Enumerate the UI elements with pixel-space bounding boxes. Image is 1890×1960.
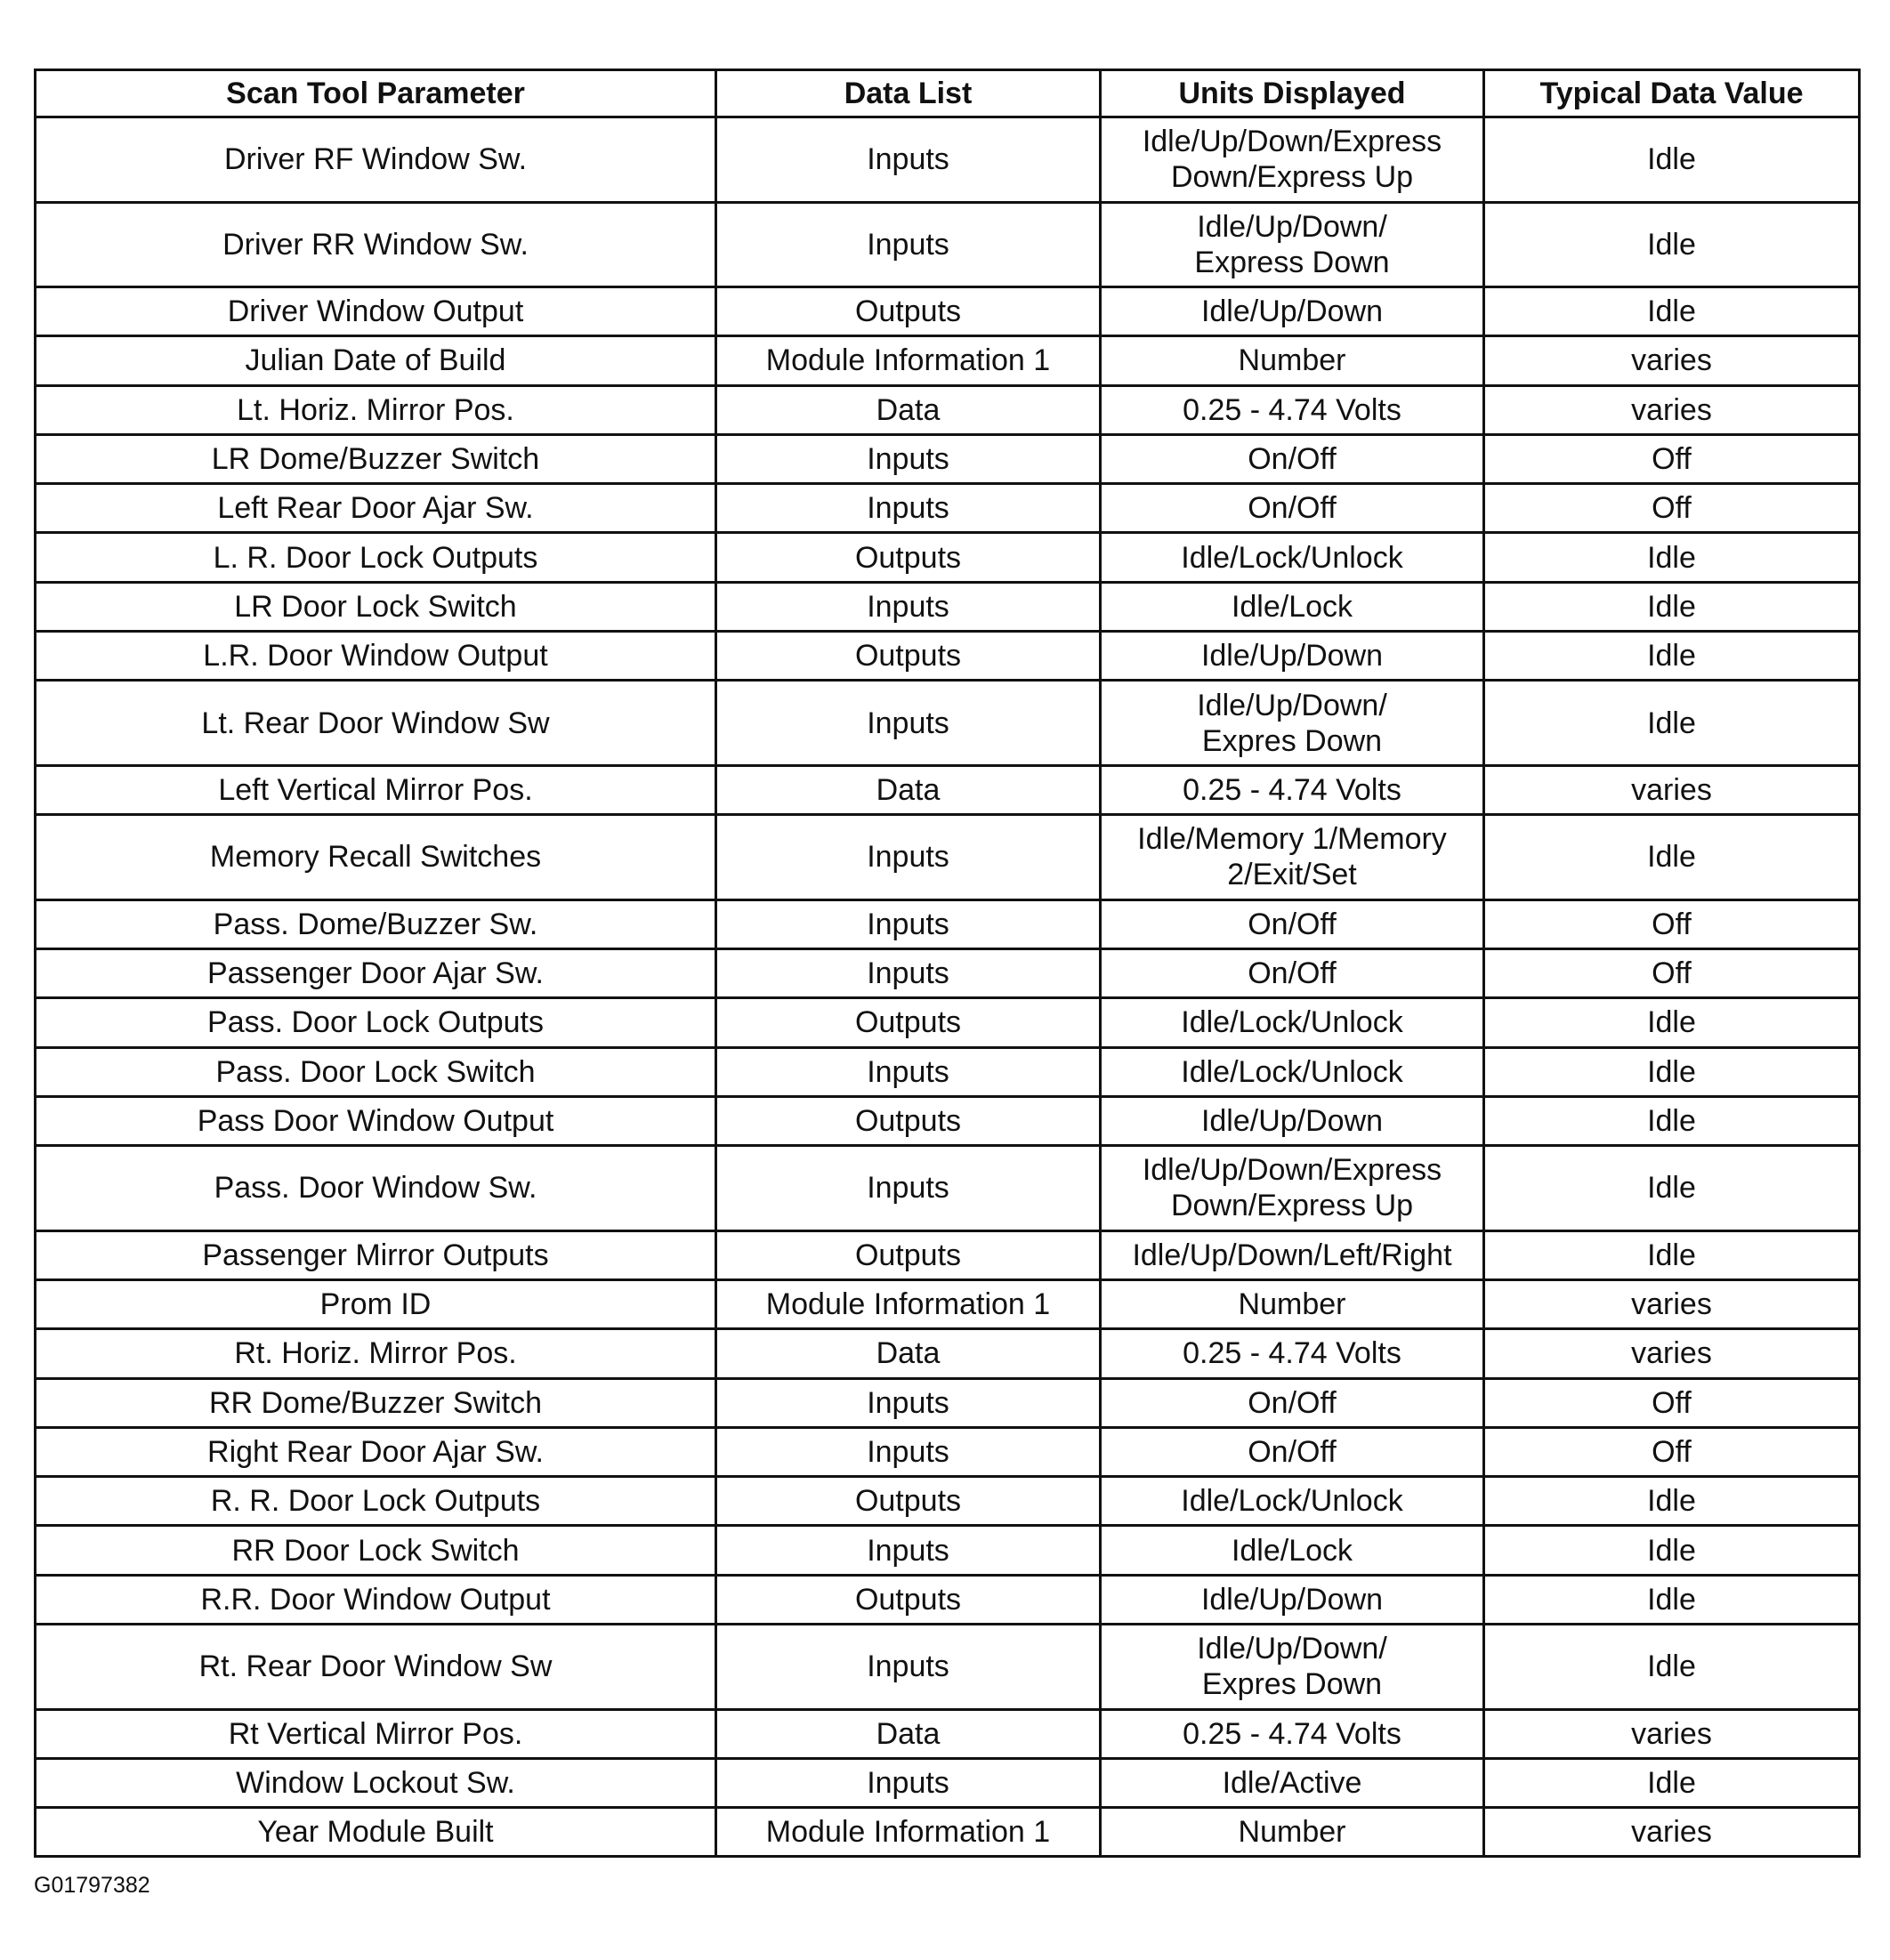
cell-units — [1101, 765, 1484, 814]
cell-units — [1101, 1427, 1484, 1476]
table-header — [36, 70, 1860, 117]
table-row — [36, 1427, 1860, 1476]
cell-typical-value: Idle — [1484, 533, 1860, 582]
cell-typical-value: varies — [1484, 1709, 1860, 1758]
table-row — [36, 815, 1860, 900]
cell-data-list: Data — [716, 1709, 1101, 1758]
table-body — [36, 117, 1860, 1857]
cell-typical-value: Idle — [1484, 632, 1860, 681]
cell-data-list: Data — [716, 385, 1101, 434]
cell-data-list: Inputs — [716, 202, 1101, 287]
cell-units — [1101, 899, 1484, 948]
units-line: Expres Down — [1201, 1667, 1383, 1702]
table-row — [36, 202, 1860, 287]
units-line: On/Off — [1248, 956, 1337, 991]
cell-units — [1101, 1526, 1484, 1575]
units-line: Idle/Up/Down/ — [1197, 209, 1387, 244]
cell-typical-value: Idle — [1484, 681, 1860, 766]
cell-parameter: L.R. Door Window Output — [36, 632, 716, 681]
cell-data-list: Inputs — [716, 1427, 1101, 1476]
cell-units — [1101, 1758, 1484, 1807]
table-row — [36, 484, 1860, 533]
header-typical-data-value: Typical Data Value — [1484, 70, 1860, 117]
cell-parameter: RR Dome/Buzzer Switch — [36, 1378, 716, 1427]
cell-data-list: Outputs — [716, 632, 1101, 681]
cell-data-list: Inputs — [716, 1146, 1101, 1231]
table-row — [36, 1096, 1860, 1145]
cell-parameter: Julian Date of Build — [36, 336, 716, 385]
units-line: Idle/Up/Down — [1200, 294, 1384, 329]
units-line: Number — [1238, 1815, 1346, 1850]
cell-units — [1101, 533, 1484, 582]
cell-data-list: Inputs — [716, 815, 1101, 900]
cell-units — [1101, 948, 1484, 997]
cell-units — [1101, 484, 1484, 533]
header-units-displayed: Units Displayed — [1101, 70, 1484, 117]
cell-typical-value: varies — [1484, 385, 1860, 434]
cell-typical-value: varies — [1484, 336, 1860, 385]
cell-units — [1101, 434, 1484, 483]
cell-parameter: Memory Recall Switches — [36, 815, 716, 900]
cell-units — [1101, 1096, 1484, 1145]
cell-typical-value: Idle — [1484, 1047, 1860, 1096]
units-line: On/Off — [1248, 907, 1337, 941]
cell-typical-value: Idle — [1484, 117, 1860, 203]
units-line: Idle/Lock/Unlock — [1181, 540, 1403, 575]
cell-typical-value: Idle — [1484, 287, 1860, 336]
cell-data-list: Inputs — [716, 1625, 1101, 1710]
cell-data-list: Module Information 1 — [716, 1808, 1101, 1857]
cell-typical-value: Idle — [1484, 815, 1860, 900]
cell-typical-value: Idle — [1484, 1526, 1860, 1575]
cell-data-list: Inputs — [716, 434, 1101, 483]
cell-parameter: Year Module Built — [36, 1808, 716, 1857]
cell-units — [1101, 681, 1484, 766]
cell-typical-value: varies — [1484, 1329, 1860, 1378]
header-scan-tool-parameter: Scan Tool Parameter — [36, 70, 716, 117]
table-row — [36, 385, 1860, 434]
cell-data-list: Inputs — [716, 681, 1101, 766]
cell-data-list: Outputs — [716, 1575, 1101, 1624]
cell-typical-value: Off — [1484, 1378, 1860, 1427]
cell-typical-value: Idle — [1484, 202, 1860, 287]
table-row — [36, 582, 1860, 631]
units-line: On/Off — [1248, 1385, 1337, 1420]
cell-data-list: Inputs — [716, 582, 1101, 631]
cell-parameter: Lt. Horiz. Mirror Pos. — [36, 385, 716, 434]
cell-parameter: L. R. Door Lock Outputs — [36, 533, 716, 582]
units-line: Idle/Up/Down — [1200, 1104, 1384, 1138]
header-row — [36, 70, 1860, 117]
table-row — [36, 998, 1860, 1047]
units-line: Express Down — [1194, 245, 1390, 279]
cell-units — [1101, 1625, 1484, 1710]
table-row — [36, 1230, 1860, 1279]
cell-typical-value: varies — [1484, 1279, 1860, 1328]
table-row — [36, 1526, 1860, 1575]
cell-parameter: Driver RR Window Sw. — [36, 202, 716, 287]
cell-parameter: Pass. Door Lock Outputs — [36, 998, 716, 1047]
cell-parameter: Pass. Door Lock Switch — [36, 1047, 716, 1096]
cell-typical-value: Idle — [1484, 1758, 1860, 1807]
units-line: Idle/Lock/Unlock — [1181, 1005, 1403, 1040]
cell-typical-value: Idle — [1484, 1625, 1860, 1710]
cell-units — [1101, 632, 1484, 681]
units-line: 0.25 - 4.74 Volts — [1183, 773, 1401, 808]
table-row — [36, 533, 1860, 582]
units-line: 0.25 - 4.74 Volts — [1183, 392, 1401, 427]
units-line: Expres Down — [1201, 723, 1383, 758]
cell-data-list: Inputs — [716, 1526, 1101, 1575]
units-line: 0.25 - 4.74 Volts — [1183, 1336, 1401, 1371]
cell-data-list: Outputs — [716, 287, 1101, 336]
units-line: Down/Express Up — [1170, 1189, 1414, 1223]
cell-parameter: Rt. Horiz. Mirror Pos. — [36, 1329, 716, 1378]
cell-units — [1101, 385, 1484, 434]
cell-typical-value: Idle — [1484, 1477, 1860, 1526]
table-row — [36, 1329, 1860, 1378]
cell-parameter: Pass Door Window Output — [36, 1096, 716, 1145]
units-line: Idle/Lock/Unlock — [1181, 1054, 1403, 1089]
units-line: 0.25 - 4.74 Volts — [1183, 1716, 1401, 1751]
units-line: Idle/Up/Down/Express — [1142, 125, 1442, 159]
table-row — [36, 287, 1860, 336]
cell-data-list: Module Information 1 — [716, 1279, 1101, 1328]
table-row — [36, 434, 1860, 483]
cell-data-list: Data — [716, 765, 1101, 814]
cell-typical-value: Off — [1484, 948, 1860, 997]
cell-parameter: Pass. Door Window Sw. — [36, 1146, 716, 1231]
cell-units — [1101, 1230, 1484, 1279]
cell-data-list: Outputs — [716, 1230, 1101, 1279]
cell-parameter: Driver Window Output — [36, 287, 716, 336]
cell-units — [1101, 1477, 1484, 1526]
units-line: On/Off — [1248, 1434, 1337, 1469]
table-row — [36, 336, 1860, 385]
cell-units — [1101, 1575, 1484, 1624]
cell-parameter: LR Door Lock Switch — [36, 582, 716, 631]
table-row — [36, 899, 1860, 948]
table-row — [36, 632, 1860, 681]
cell-parameter: R.R. Door Window Output — [36, 1575, 716, 1624]
cell-parameter: Rt. Rear Door Window Sw — [36, 1625, 716, 1710]
cell-data-list: Inputs — [716, 1047, 1101, 1096]
cell-units — [1101, 1279, 1484, 1328]
table-row — [36, 1575, 1860, 1624]
table-row — [36, 1808, 1860, 1857]
cell-data-list: Inputs — [716, 484, 1101, 533]
cell-data-list: Inputs — [716, 1378, 1101, 1427]
units-line: On/Off — [1248, 442, 1337, 477]
cell-typical-value: Idle — [1484, 1096, 1860, 1145]
cell-parameter: Rt Vertical Mirror Pos. — [36, 1709, 716, 1758]
units-line: Idle/Up/Down — [1200, 1582, 1384, 1617]
cell-typical-value: Off — [1484, 899, 1860, 948]
units-line: Idle/Up/Down/ — [1197, 688, 1387, 722]
cell-parameter: RR Door Lock Switch — [36, 1526, 716, 1575]
cell-parameter: Window Lockout Sw. — [36, 1758, 716, 1807]
units-line: Idle/Up/Down/ — [1197, 1632, 1387, 1666]
cell-typical-value: Idle — [1484, 1146, 1860, 1231]
table-row — [36, 1047, 1860, 1096]
cell-typical-value: Idle — [1484, 582, 1860, 631]
units-line: Number — [1238, 343, 1346, 378]
cell-data-list: Module Information 1 — [716, 336, 1101, 385]
table-row — [36, 681, 1860, 766]
cell-parameter: Passenger Door Ajar Sw. — [36, 948, 716, 997]
cell-units — [1101, 1329, 1484, 1378]
table-row — [36, 1625, 1860, 1710]
scan-tool-data-table — [34, 69, 1861, 1858]
cell-parameter: Pass. Dome/Buzzer Sw. — [36, 899, 716, 948]
cell-data-list: Outputs — [716, 998, 1101, 1047]
cell-units — [1101, 202, 1484, 287]
units-line: 2/Exit/Set — [1227, 858, 1357, 892]
table-row — [36, 948, 1860, 997]
cell-data-list: Inputs — [716, 117, 1101, 203]
units-line: Down/Express Up — [1170, 160, 1414, 195]
units-line: Idle/Memory 1/Memory — [1137, 822, 1447, 857]
cell-units — [1101, 336, 1484, 385]
cell-data-list: Outputs — [716, 1477, 1101, 1526]
table-row — [36, 1378, 1860, 1427]
cell-data-list: Data — [716, 1329, 1101, 1378]
cell-data-list: Outputs — [716, 1096, 1101, 1145]
cell-typical-value: Off — [1484, 1427, 1860, 1476]
cell-typical-value: varies — [1484, 765, 1860, 814]
cell-units — [1101, 1146, 1484, 1231]
cell-units — [1101, 1378, 1484, 1427]
cell-units — [1101, 815, 1484, 900]
cell-units — [1101, 1047, 1484, 1096]
cell-data-list: Inputs — [716, 899, 1101, 948]
table-row — [36, 1146, 1860, 1231]
table-row — [36, 117, 1860, 203]
cell-typical-value: varies — [1484, 1808, 1860, 1857]
table-row — [36, 1709, 1860, 1758]
cell-parameter: Left Vertical Mirror Pos. — [36, 765, 716, 814]
cell-units — [1101, 582, 1484, 631]
table-row — [36, 765, 1860, 814]
cell-units — [1101, 117, 1484, 203]
units-line: Idle/Up/Down — [1200, 639, 1384, 673]
units-line: Number — [1238, 1287, 1346, 1322]
cell-parameter: Passenger Mirror Outputs — [36, 1230, 716, 1279]
units-line: On/Off — [1248, 491, 1337, 526]
cell-typical-value: Off — [1484, 434, 1860, 483]
cell-parameter: Driver RF Window Sw. — [36, 117, 716, 203]
table-row — [36, 1279, 1860, 1328]
cell-parameter: Left Rear Door Ajar Sw. — [36, 484, 716, 533]
cell-units — [1101, 287, 1484, 336]
cell-typical-value: Idle — [1484, 1230, 1860, 1279]
units-line: Idle/Up/Down/Left/Right — [1132, 1238, 1452, 1272]
cell-data-list: Outputs — [716, 533, 1101, 582]
cell-parameter: Lt. Rear Door Window Sw — [36, 681, 716, 766]
units-line: Idle/Lock/Unlock — [1181, 1484, 1403, 1519]
cell-units — [1101, 998, 1484, 1047]
table-row — [36, 1477, 1860, 1526]
figure-id: G01797382 — [34, 1873, 150, 1898]
header-data-list: Data List — [716, 70, 1101, 117]
cell-typical-value: Idle — [1484, 1575, 1860, 1624]
cell-typical-value: Off — [1484, 484, 1860, 533]
table-row — [36, 1758, 1860, 1807]
cell-parameter: Right Rear Door Ajar Sw. — [36, 1427, 716, 1476]
units-line: Idle/Up/Down/Express — [1142, 1153, 1442, 1188]
cell-units — [1101, 1808, 1484, 1857]
cell-typical-value: Idle — [1484, 998, 1860, 1047]
units-line: Idle/Active — [1222, 1765, 1362, 1800]
cell-parameter: R. R. Door Lock Outputs — [36, 1477, 716, 1526]
units-line: Idle/Lock — [1231, 1533, 1353, 1568]
cell-data-list: Inputs — [716, 948, 1101, 997]
cell-parameter: Prom ID — [36, 1279, 716, 1328]
cell-parameter: LR Dome/Buzzer Switch — [36, 434, 716, 483]
cell-data-list: Inputs — [716, 1758, 1101, 1807]
units-line: Idle/Lock — [1231, 589, 1353, 624]
cell-units — [1101, 1709, 1484, 1758]
